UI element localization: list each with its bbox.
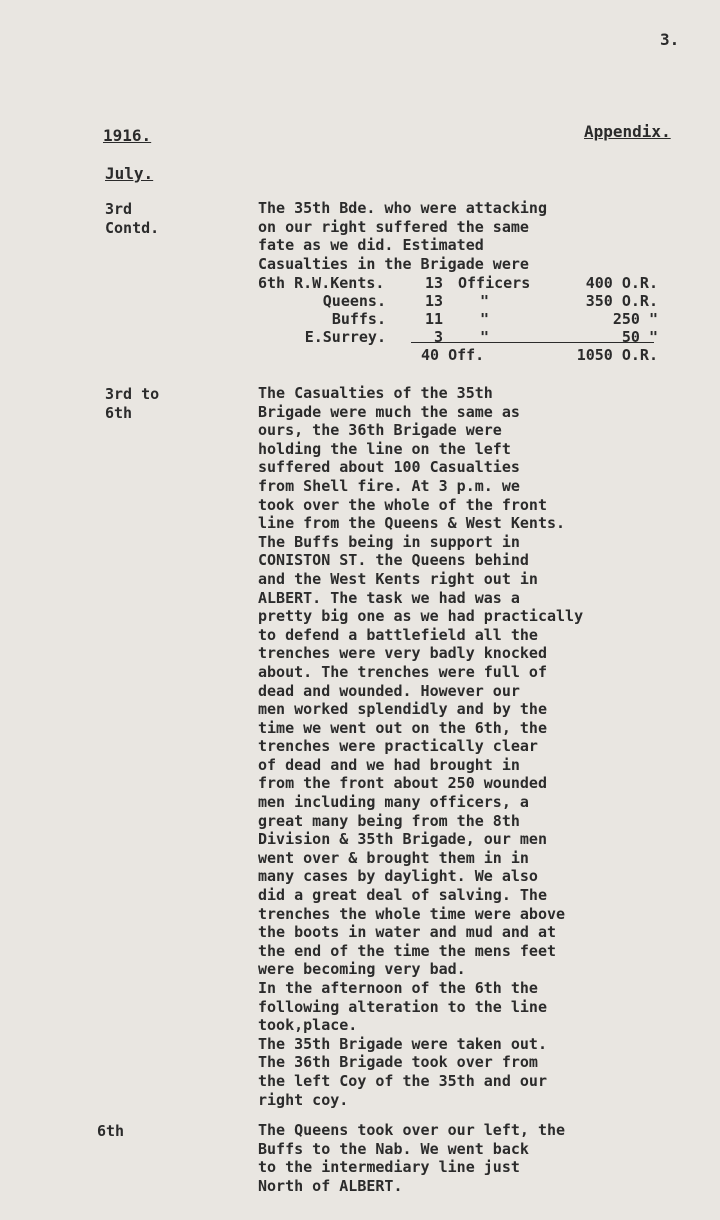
text-line: dead and wounded. However our bbox=[258, 681, 520, 700]
text-line: fate as we did. Estimated bbox=[258, 236, 484, 255]
text-line: Brigade were much the same as bbox=[258, 402, 520, 421]
text-line: North of ALBERT. bbox=[258, 1176, 403, 1195]
text-line: and the West Kents right out in bbox=[258, 569, 538, 588]
other-ranks-count: 250 " bbox=[612, 310, 658, 328]
entry-date: 3rd to 6th bbox=[105, 385, 160, 422]
month-heading: July. bbox=[105, 164, 154, 183]
text-line: took,place. bbox=[258, 1016, 358, 1035]
text-line: Buffs to the Nab. We went back bbox=[258, 1139, 529, 1158]
page-number: 3. bbox=[660, 30, 680, 49]
casualties-table bbox=[258, 270, 658, 370]
text-line: The Queens took over our left, the bbox=[258, 1121, 566, 1139]
text-line: of dead and we had brought in bbox=[258, 755, 520, 774]
text-line: The 36th Brigade took over from bbox=[258, 1053, 538, 1072]
totals-row bbox=[258, 346, 658, 364]
ditto-mark: " bbox=[480, 292, 490, 310]
text-line: men worked splendidly and by the bbox=[258, 700, 547, 719]
text-line: to defend a battlefield all the bbox=[258, 625, 538, 644]
text-line: In the afternoon of the 6th the bbox=[258, 979, 538, 997]
table-row bbox=[258, 328, 658, 346]
text-line: many cases by daylight. We also bbox=[258, 867, 538, 886]
entry-date: 6th bbox=[97, 1122, 125, 1140]
unit-name: Queens. bbox=[322, 292, 386, 310]
other-ranks-count: 50 " bbox=[621, 328, 658, 346]
text-line: great many being from the 8th bbox=[258, 811, 520, 830]
text-line: the boots in water and mud and at bbox=[258, 923, 557, 942]
total-officers: 40 Off. bbox=[421, 346, 485, 364]
officer-count: 13 bbox=[424, 292, 443, 310]
text-line: line from the Queens & West Kents. bbox=[258, 514, 566, 533]
text-line: following alteration to the line bbox=[258, 997, 547, 1016]
officer-count: 3 bbox=[433, 328, 443, 346]
ditto-mark: " bbox=[480, 328, 490, 346]
unit-name: E.Surrey. bbox=[304, 328, 386, 346]
text-line: went over & brought them in in bbox=[258, 848, 529, 867]
text-line: on our right suffered the same bbox=[258, 217, 529, 236]
entry-date: 3rd Contd. bbox=[105, 200, 160, 237]
ditto-mark: " bbox=[480, 310, 490, 328]
text-line: the left Coy of the 35th and our bbox=[258, 1071, 547, 1090]
text-line: from the front about 250 wounded bbox=[258, 774, 547, 793]
unit-name: Buffs. bbox=[331, 310, 386, 328]
text-line: were becoming very bad. bbox=[258, 960, 466, 979]
officer-count: 13 bbox=[424, 274, 443, 292]
appendix-heading: Appendix. bbox=[584, 122, 671, 141]
text-line: trenches were very badly knocked bbox=[258, 644, 547, 663]
text-line: men including many officers, a bbox=[258, 793, 529, 812]
text-line: CONISTON ST. the Queens behind bbox=[258, 551, 529, 570]
text-line: to the intermediary line just bbox=[258, 1158, 520, 1177]
other-ranks-count: 400 O.R. bbox=[585, 274, 658, 292]
entry-text bbox=[258, 384, 583, 1109]
year-heading: 1916. bbox=[103, 126, 152, 145]
entry-text bbox=[258, 1121, 565, 1195]
table-row bbox=[258, 310, 658, 328]
text-line: suffered about 100 Casualties bbox=[258, 458, 520, 477]
text-line: right coy. bbox=[258, 1090, 349, 1109]
text-line: ALBERT. The task we had was a bbox=[258, 588, 520, 607]
text-line: ours, the 36th Brigade were bbox=[258, 421, 502, 440]
text-line: Casualties in the Brigade were bbox=[258, 254, 529, 273]
text-line: about. The trenches were full of bbox=[258, 662, 547, 681]
officers-label: Officers bbox=[458, 274, 531, 292]
unit-name: 6th R.W.Kents. bbox=[258, 274, 385, 292]
text-line: holding the line on the left bbox=[258, 439, 511, 458]
text-line: trenches were practically clear bbox=[258, 737, 538, 756]
table-row bbox=[258, 292, 658, 310]
text-line: The 35th Brigade were taken out. bbox=[258, 1034, 547, 1053]
total-other-ranks: 1050 O.R. bbox=[576, 346, 658, 364]
entry-text bbox=[258, 199, 547, 273]
text-line: time we went out on the 6th, the bbox=[258, 718, 547, 737]
text-line: The 35th Bde. who were attacking bbox=[258, 199, 547, 217]
text-line: pretty big one as we had practically bbox=[258, 607, 584, 626]
text-line: The Casualties of the 35th bbox=[258, 384, 493, 402]
total-rule bbox=[411, 342, 654, 343]
table-row bbox=[258, 274, 658, 292]
text-line: took over the whole of the front bbox=[258, 495, 547, 514]
text-line: The Buffs being in support in bbox=[258, 532, 520, 551]
text-line: did a great deal of salving. The bbox=[258, 886, 547, 905]
text-line: trenches the whole time were above bbox=[258, 904, 566, 923]
text-line: from Shell fire. At 3 p.m. we bbox=[258, 476, 520, 495]
text-line: Division & 35th Brigade, our men bbox=[258, 830, 547, 849]
other-ranks-count: 350 O.R. bbox=[585, 292, 658, 310]
text-line: the end of the time the mens feet bbox=[258, 941, 557, 960]
officer-count: 11 bbox=[424, 310, 443, 328]
